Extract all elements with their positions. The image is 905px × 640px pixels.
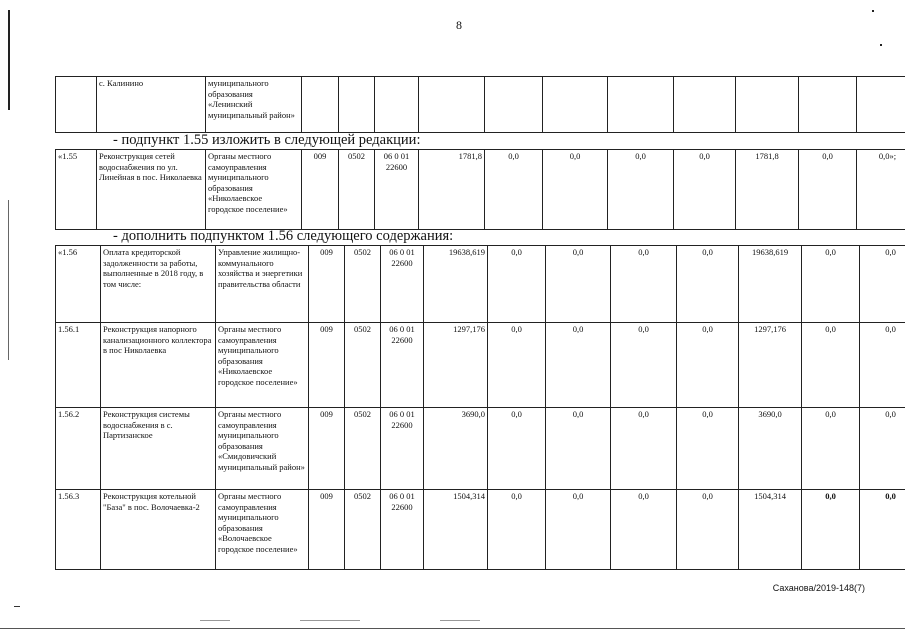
cell-name: Реконструкция системы водоснабжения в с. Партизанское xyxy=(101,408,216,490)
cell-value: 19638,619 xyxy=(739,246,802,323)
cell-grbs: 009 xyxy=(309,408,345,490)
scan-artifact-line xyxy=(200,620,230,621)
cell-value: 0,0 xyxy=(546,490,611,570)
table-row xyxy=(56,150,905,230)
cell-value: 0,0 xyxy=(677,246,739,323)
cell-grbs: 009 xyxy=(309,490,345,570)
document-code: Саханова/2019-148(7) xyxy=(772,583,865,593)
cell-org: Органы местного самоуправления муниципального образования «Николаевское городское поселение» xyxy=(206,150,302,230)
cell-value: 0,0 xyxy=(488,408,546,490)
cell-value: 1504,314 xyxy=(424,490,488,570)
cell-value: 0,0»; xyxy=(857,150,905,230)
cell-value: 0,0 xyxy=(677,323,739,408)
cell-csr: 06 0 01 22600 xyxy=(381,246,424,323)
cell-value: 1297,176 xyxy=(739,323,802,408)
table-155 xyxy=(55,149,905,230)
cell-value: 3690,0 xyxy=(739,408,802,490)
cell-value: 0,0 xyxy=(611,246,677,323)
cell-num xyxy=(56,77,97,133)
cell-value: 0,0 xyxy=(860,408,905,490)
cell-num: 1.56.2 xyxy=(56,408,101,490)
cell-csr: 06 0 01 22600 xyxy=(381,323,424,408)
cell-name: Реконструкция напорного канализационного коллектора в пос Николаевка xyxy=(101,323,216,408)
scan-speck xyxy=(880,44,882,46)
cell-name: Реконструкция сетей водоснабжения по ул. Линейная в пос. Николаевка xyxy=(97,150,206,230)
instruction-heading-2: - дополнить подпунктом 1.56 следующего содержания: xyxy=(113,228,454,244)
cell-value: 0,0 xyxy=(546,408,611,490)
cell-value: 0,0 xyxy=(546,246,611,323)
cell-value: 3690,0 xyxy=(424,408,488,490)
cell-org: Органы местного самоуправления муниципального образования «Волочаевское городское поселение» xyxy=(216,490,309,570)
cell-value: 0,0 xyxy=(611,323,677,408)
scan-artifact-line xyxy=(300,620,360,621)
cell-org: муниципального образования «Ленинский муниципальный район» xyxy=(206,77,302,133)
cell-value: 0,0 xyxy=(677,490,739,570)
cell-value: 0,0 xyxy=(802,246,860,323)
cell-rz: 0502 xyxy=(345,490,381,570)
cell-org: Органы местного самоуправления муниципального образования «Николаевское городское поселение» xyxy=(216,323,309,408)
table-156 xyxy=(55,245,905,570)
cell-value: 0,0 xyxy=(860,490,905,570)
cell-rz: 0502 xyxy=(339,150,375,230)
cell-value: 1297,176 xyxy=(424,323,488,408)
cell-org: Управление жилищно-коммунального хозяйства и энергетики правительства области xyxy=(216,246,309,323)
cell-num: «1.55 xyxy=(56,150,97,230)
cell-value: 0,0 xyxy=(485,150,543,230)
cell-value: 0,0 xyxy=(611,490,677,570)
cell-value: 0,0 xyxy=(860,323,905,408)
table-row xyxy=(56,323,905,408)
cell-num: 1.56.1 xyxy=(56,323,101,408)
cell-csr: 06 0 01 22600 xyxy=(375,150,419,230)
cell-value: 0,0 xyxy=(677,408,739,490)
cell-value: 0,0 xyxy=(488,490,546,570)
cell-value: 0,0 xyxy=(546,323,611,408)
cell-value: 19638,619 xyxy=(424,246,488,323)
cell-value: 0,0 xyxy=(674,150,736,230)
table-row xyxy=(56,77,905,133)
cell-value: 0,0 xyxy=(860,246,905,323)
cell-value: 1781,8 xyxy=(736,150,799,230)
scan-edge-mark xyxy=(8,10,10,110)
cell-grbs: 009 xyxy=(309,246,345,323)
cell-value: 0,0 xyxy=(488,246,546,323)
scan-edge-mark-faint xyxy=(8,200,9,360)
table-row xyxy=(56,246,905,323)
cell-value: 1781,8 xyxy=(419,150,485,230)
table-row xyxy=(56,490,905,570)
scan-artifact-line xyxy=(0,628,905,629)
cell-num: 1.56.3 xyxy=(56,490,101,570)
cell-name: Оплата кредиторской задолженности за работы, выполненные в 2018 году, в том числе: xyxy=(101,246,216,323)
cell-value: 0,0 xyxy=(543,150,608,230)
cell-value: 0,0 xyxy=(488,323,546,408)
cell-num: «1.56 xyxy=(56,246,101,323)
cell-grbs: 009 xyxy=(309,323,345,408)
cell-org: Органы местного самоуправления муниципального образования «Смидовичский муниципальный район» xyxy=(216,408,309,490)
cell-rz: 0502 xyxy=(345,323,381,408)
cell-name: Реконструкция котельной "База" в пос. Волочаевка-2 xyxy=(101,490,216,570)
cell-value: 0,0 xyxy=(802,323,860,408)
scan-artifact-line xyxy=(440,620,480,621)
page-number: 8 xyxy=(456,18,462,32)
cell-csr: 06 0 01 22600 xyxy=(381,490,424,570)
cell-value: 0,0 xyxy=(802,490,860,570)
instruction-heading-1: - подпункт 1.55 изложить в следующей редакции: xyxy=(113,132,421,148)
cell-value: 0,0 xyxy=(608,150,674,230)
cell-csr: 06 0 01 22600 xyxy=(381,408,424,490)
cell-value: 0,0 xyxy=(799,150,857,230)
cell-rz: 0502 xyxy=(345,408,381,490)
cell-grbs: 009 xyxy=(302,150,339,230)
scan-speck xyxy=(872,10,874,12)
cell-name: с. Калинино xyxy=(97,77,206,133)
table-top-fragment xyxy=(55,76,905,133)
table-row xyxy=(56,408,905,490)
cell-rz: 0502 xyxy=(345,246,381,323)
cell-value: 0,0 xyxy=(611,408,677,490)
cell-value: 0,0 xyxy=(802,408,860,490)
scan-artifact-line xyxy=(14,606,20,607)
cell-value: 1504,314 xyxy=(739,490,802,570)
